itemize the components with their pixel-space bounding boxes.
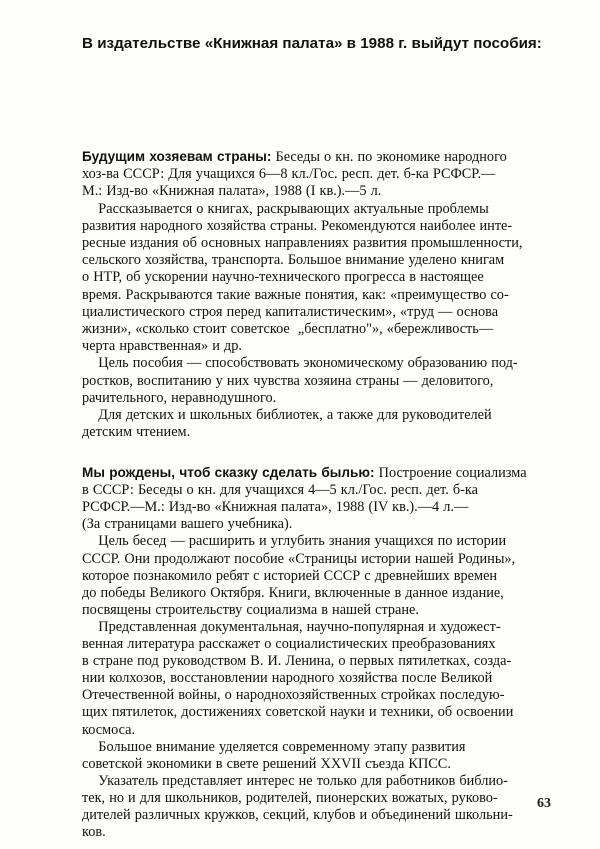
section2-line-16: Большое внимание уделяется современному этапу развития (82, 738, 466, 755)
section1-title: Будущим хозяевам страны: (82, 149, 272, 164)
section1-line-3: Рассказывается о книгах, раскрывающих актуальные проблемы (82, 200, 489, 217)
section2-line-4: Цель бесед — расширить и углубить знания учащихся по истории (82, 533, 507, 550)
section1-line-15: Для детских и школьных библиотек, а также для руководителей (82, 407, 492, 423)
section1-line-2: М.: Изд-во «Книжная палата», 1988 (I кв.).—5 л. (82, 183, 382, 200)
section2-line-2: РСФСР.—М.: Изд-во «Книжная палата», 1988 (IV кв.).—4 л.— (82, 499, 469, 516)
section2-line-21: ков. (82, 824, 106, 841)
section1-line-0: Беседы о кн. по экономике народного (271, 149, 507, 165)
section1-line-8: время. Раскрываются такие важные понятия, как: «преимущество со- (82, 286, 509, 303)
section1-line-4: развития народного хозяйства страны. Рекомендуются наиболее инте- (82, 217, 513, 234)
section1-line-12: Цель пособия — способствовать экономическому образованию под- (82, 355, 518, 372)
section2-line-15: космоса. (82, 721, 136, 738)
page-number: 63 (537, 796, 551, 811)
section2-title: Мы рождены, чтоб сказку сделать былью: (82, 465, 375, 480)
section2-line-11: в стране под руководством В. И. Ленина, о первых пятилетках, созда- (82, 653, 512, 670)
section2-line-1: в СССР: Беседы о кн. для учащихся 4—5 кл./Гос. респ. дет. б-ка (82, 482, 478, 499)
section1-line-5: ресные издания об основных направлениях развития промышленности, (82, 235, 523, 251)
section2-first-line (82, 464, 527, 482)
section1-line-9: циалистического строя перед капиталистическим», «труд — основа (82, 303, 499, 320)
section2-line-9: Представленная документальная, научно-популярная и художест- (82, 618, 501, 635)
section2-line-18: Указатель представляет интерес не только для работников библио- (82, 772, 508, 789)
section2-line-3: (За страницами вашего учебника). (82, 516, 293, 533)
section1-line-16: детским чтением. (82, 424, 191, 441)
section2-line-6: которое познакомило ребят с историей СССР с древнейших времен (82, 567, 498, 584)
section1-line-7: о НТР, об ускорении научно-технического прогресса в настоящее (82, 269, 484, 286)
section1-line-13: ростков, воспитанию у них чувства хозяина страны — деловитого, (82, 372, 494, 389)
section1-line-6: сельского хозяйства, транспорта. Большое внимание уделено книгам (82, 252, 505, 269)
section1-line-14: рачительного, неравнодушного. (82, 389, 277, 406)
section1-line-1: хоз-ва СССР: Для учащихся 6—8 кл./Гос. респ. дет. б-ка РСФСР.— (82, 166, 496, 183)
section2-line-5: СССР. Они продолжают пособие «Страницы истории нашей Родины», (82, 550, 516, 567)
section2-line-19: тек, но и для школьников, родителей, пионерских вожатых, руково- (82, 789, 498, 806)
page-heading: В издательстве «Книжная палата» в 1988 г. выйдут пособия: (82, 35, 542, 52)
section1-line-10: жизни», «сколько стоит советское „бесплатно"», «бережливость— (82, 321, 494, 337)
section2-line-12: нии колхозов, восстановлении народного хозяйства после Великой (82, 670, 493, 687)
section1-first-line (82, 148, 507, 166)
section2-line-14: щих пятилеток, достижениях советской науки и техники, об освоении (82, 704, 514, 721)
section2-line-10: венная литература расскажет о социалистических преобразованиях (82, 636, 496, 652)
section2-line-8: посвящены строительству социализма в нашей стране. (82, 601, 419, 618)
section2-line-20: дителей различных кружков, секций, клубов и объединений школьни- (82, 807, 513, 823)
section2-line-17: советской экономики в свете решений XXVII съезда КПСС. (82, 755, 451, 772)
section1-line-11: черта нравственная» и др. (82, 338, 242, 355)
section2-line-13: Отечественной войны, о народнохозяйственных стройках последую- (82, 687, 505, 704)
section2-line-7: до победы Великого Октября. Книги, включенные в данное издание, (82, 584, 504, 601)
section2-line-0: Построение социализма (374, 465, 527, 481)
